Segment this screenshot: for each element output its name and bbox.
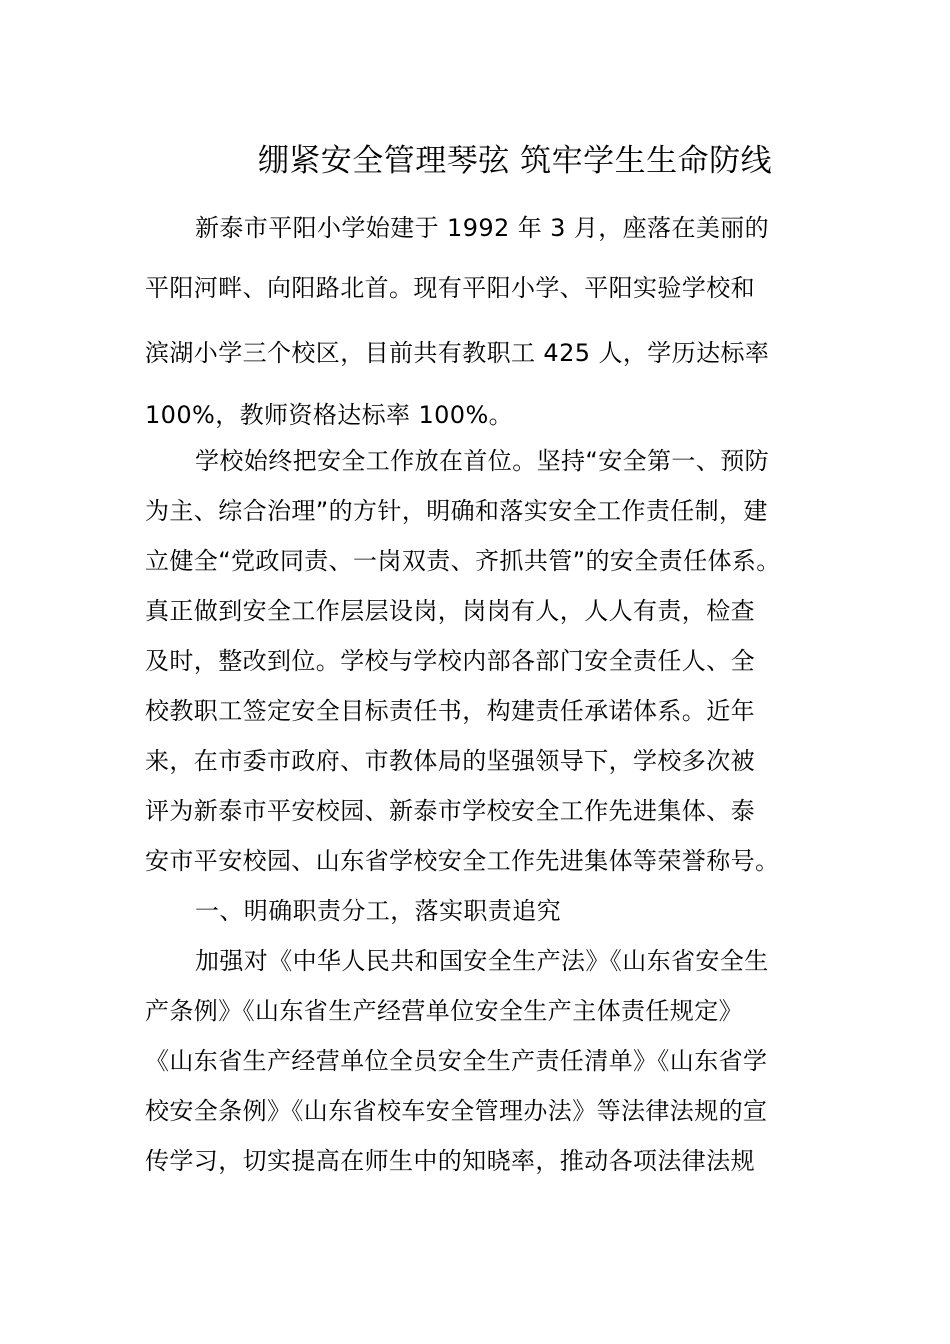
paragraph-line: 传学习，切实提高在师生中的知晓率，推动各项法律法规 [145,1147,755,1175]
paragraph-line: 安市平安校园、山东省学校安全工作先进集体等荣誉称号。 [145,847,780,875]
paragraph-line: 为主、综合治理”的方针，明确和落实安全工作责任制，建 [145,497,768,525]
paragraph-line: 立健全“党政同责、一岗双责、齐抓共管”的安全责任体系。 [145,547,781,575]
paragraph-line: 真正做到安全工作层层设岗，岗岗有人，人人有责，检查 [145,597,755,625]
paragraph-line: 评为新泰市平安校园、新泰市学校安全工作先进集体、泰 [145,797,755,825]
paragraph-line: 来，在市委市政府、市教体局的坚强领导下，学校多次被 [145,747,755,775]
paragraph-line: 校安全条例》《山东省校车安全管理办法》等法律法规的宣 [145,1097,768,1125]
document-title: 绷紧安全管理琴弦 筑牢学生生命防线 [257,143,773,179]
paragraph-line: 产条例》《山东省生产经营单位安全生产主体责任规定》 [145,997,743,1025]
section-heading: 一、明确职责分工，落实职责追究 [195,897,561,925]
paragraph-line: 滨湖小学三个校区，目前共有教职工 425 人，学历达标率 [145,339,770,367]
paragraph-line: 平阳河畔、向阳路北首。现有平阳小学、平阳实验学校和 [145,274,755,302]
paragraph-line: 100%，教师资格达标率 100%。 [145,401,514,429]
paragraph-line: 《山东省生产经营单位全员安全生产责任清单》《山东省学 [145,1047,768,1075]
paragraph-line: 学校始终把安全工作放在首位。坚持“安全第一、预防 [195,447,770,475]
paragraph-line: 及时，整改到位。学校与学校内部各部门安全责任人、全 [145,647,755,675]
paragraph-line: 加强对《中华人民共和国安全生产法》《山东省安全生 [195,947,769,975]
paragraph-line: 新泰市平阳小学始建于 1992 年 3 月，座落在美丽的 [195,214,770,242]
paragraph-line: 校教职工签定安全目标责任书，构建责任承诺体系。近年 [145,697,755,725]
